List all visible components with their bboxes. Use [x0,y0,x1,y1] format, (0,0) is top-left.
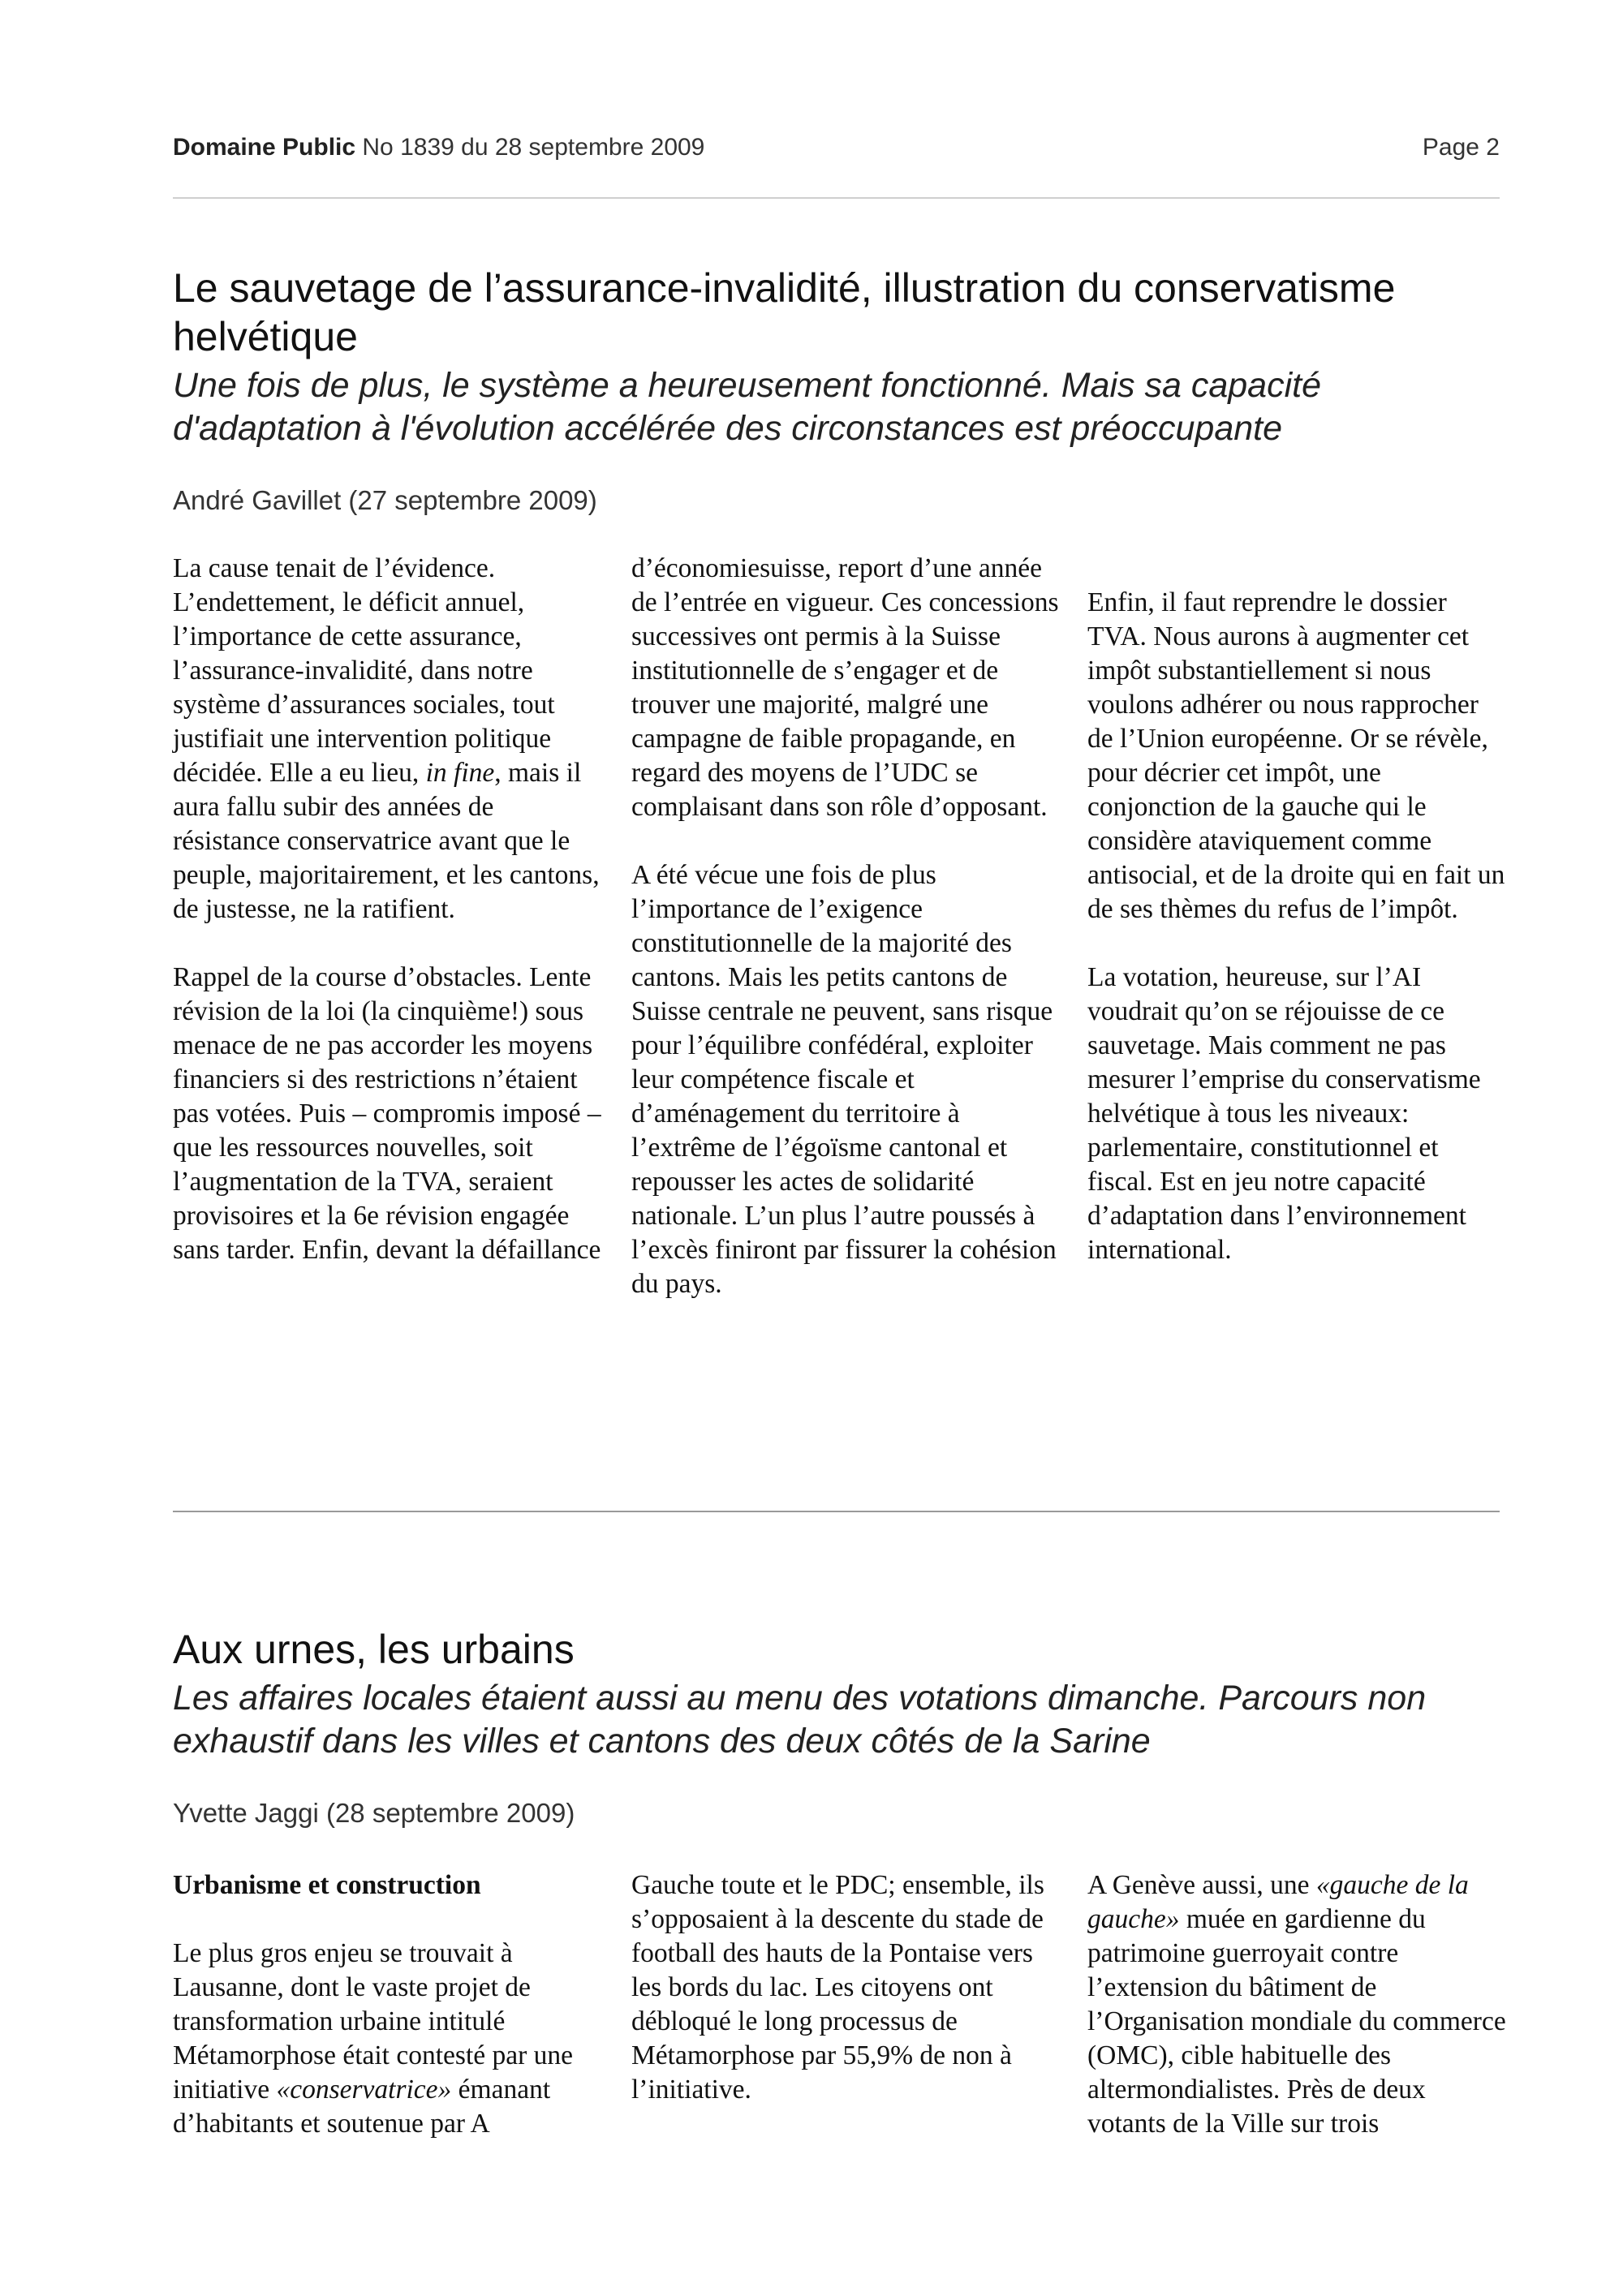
column-3 [1087,586,1509,1267]
italic-text: «gauche de la gauche» [1087,1870,1469,1934]
text-run: Le plus gros enjeu se trouvait à Lausanne, dont le vaste projet de transformation urbaine intitulé Métamorphose était contesté par une initiative [173,1938,574,2105]
article-aux-urnes [173,1625,1506,2139]
paragraph: A été vécue une fois de plus l’importance de l’exigence constitutionnelle de la majorité des cantons. Mais les petits cantons de Suisse centrale ne peuvent, sans risque pour l’équilibre confédéral, exploiter leur compétence fiscale et d’aménagement du territoire à l’extrême de l’égoïsme cantonal et repousser les actes de solidarité nationale. L’un plus l’autre poussés à l’excès finiront par fissurer la cohésion du pays. [631,860,1057,1299]
article-title: Le sauvetage de l’assurance-invalidité, illustration du conservatisme helvétique [173,265,1396,359]
paragraph: d’économiesuisse, report d’une année de l’entrée en vigueur. Ces concessions successives ont permis à la Suisse institutionnelle de s’engager et de trouver une majorité, malgré une campagne de faible propagande, en regard des moyens de l’UDC se complaisant dans son rôle d’opposant. [631,553,1059,822]
article-subtitle: Une fois de plus, le système a heureusement fonctionné. Mais sa capacité d'adaptation à l'évolution accélérée des circonstances est préoccupante [173,366,1321,448]
column-3 [1087,1868,1509,2141]
article-divider [173,1511,1500,1512]
column-1 [173,1868,603,2141]
header-divider [173,197,1500,199]
text-run: , mais il aura fallu subir des années de résistance conservatrice avant que le peuple, majoritairement, et les cantons, de justesse, ne la ratifient. [173,758,600,924]
article-author: Yvette Jaggi (28 septembre 2009) [173,1798,575,1828]
italic-text: «conservatrice» [276,2075,452,2105]
section-heading: Urbanisme et construction [173,1870,481,1900]
paragraph [173,552,603,927]
article-assurance-invalidite [173,264,1505,1299]
article-title: Aux urnes, les urbains [173,1627,575,1672]
article-subtitle: Les affaires locales étaient aussi au menu des votations dimanche. Parcours non exhaustif dans les villes et cantons des deux côtés de la Sarine [173,1679,1427,1761]
publication-name: Domaine Public [173,134,356,161]
text-run: La cause tenait de l’évidence. L’endettement, le déficit annuel, l’importance de cette assurance, l’assurance-invalidité, dans notre système d’assurances sociales, tout justifiait une intervention politique décidée. Elle a eu lieu, [173,553,555,788]
paragraph [173,1937,603,2141]
text-run: émanant d’habitants et soutenue par A [173,2075,551,2139]
article-author: André Gavillet (27 septembre 2009) [173,485,597,515]
paragraph [1087,1868,1509,2141]
column-2 [631,1868,1061,2107]
paragraph: Enfin, il faut reprendre le dossier TVA. Nous aurons à augmenter cet impôt substantiellement si nous voulons adhérer ou nous rapprocher de l’Union européenne. Or se révèle, pour décrier cet impôt, une conjonction de la gauche qui le considère ataviquement comme antisocial, et de la droite qui en fait un de ses thèmes du refus de l’impôt. [1087,587,1505,924]
paragraph: Rappel de la course d’obstacles. Lente révision de la loi (la cinquième!) sous menace de ne pas accorder les moyens financiers si des restrictions n’étaient pas votées. Puis – compromis imposé – que les ressources nouvelles, soit l’augmentation de la TVA, seraient provisoires et la 6e révision engagée sans tarder. Enfin, devant la défaillance [173,962,601,1265]
page-number: Page 2 [1422,134,1500,161]
paragraph: La votation, heureuse, sur l’AI voudrait qu’on se réjouisse de ce sauvetage. Mais comment ne pas mesurer l’emprise du conservatisme helvétique à tous les niveaux: parlementaire, constitutionnel et fiscal. Est en jeu notre capacité d’adaptation dans l’environnement international. [1087,962,1481,1265]
text-run: A Genève aussi, une [1087,1870,1316,1900]
issue-info: No 1839 du 28 septembre 2009 [362,134,705,161]
column-1 [173,552,603,1267]
text-run: muée en gardienne du patrimoine guerroyait contre l’extension du bâtiment de l’Organisation mondiale du commerce (OMC), cible habituelle des altermondialistes. Près de deux votants de la Ville sur trois [1087,1904,1506,2139]
column-2 [631,552,1061,1301]
italic-text: in fine [425,758,495,788]
paragraph: Gauche toute et le PDC; ensemble, ils s’opposaient à la descente du stade de football des hauts de la Pontaise vers les bords du lac. Les citoyens ont débloqué le long processus de Métamorphose par 55,9% de non à l’initiative. [631,1870,1044,2105]
running-header [173,134,1500,161]
